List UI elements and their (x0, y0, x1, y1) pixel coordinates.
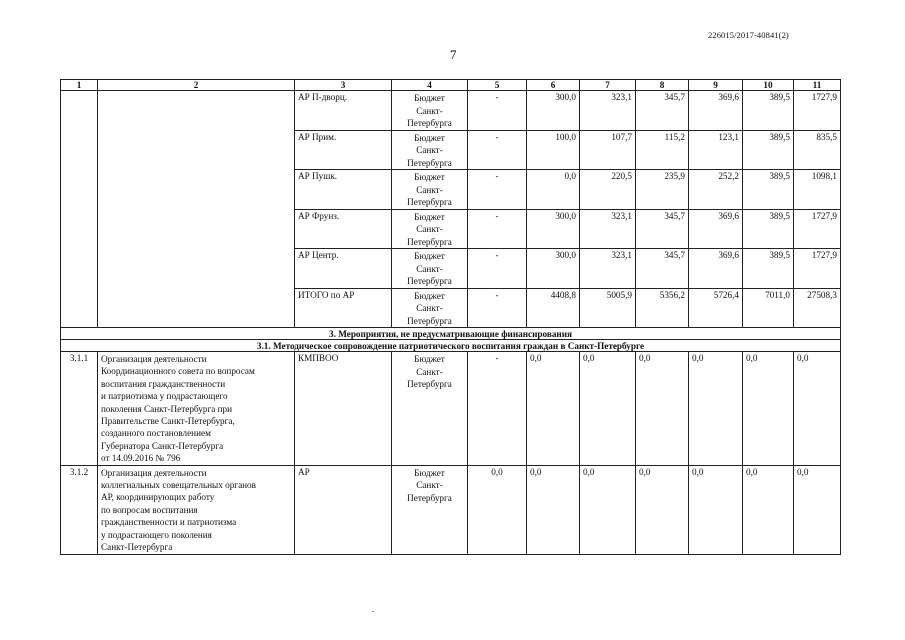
value-cell-c9: 0,0 (689, 465, 743, 554)
funding-source-cell-line: Петербурга (407, 236, 452, 247)
column-number-header: 9 (689, 80, 743, 91)
funding-source-cell-line: Петербурга (407, 492, 452, 503)
funding-source-cell-line: Бюджет (414, 93, 445, 103)
column-number-header-row (61, 80, 841, 91)
value-cell-c10: 0,0 (743, 352, 794, 466)
table-row (61, 91, 841, 131)
value-cell-c8: 5356,2 (636, 288, 689, 328)
value-cell-c10: 389,5 (743, 170, 794, 210)
funding-source-cell-line: Санкт- (416, 263, 443, 274)
item-description-cell-line: Санкт-Петербурга (101, 542, 173, 553)
column-number-header: 4 (392, 80, 468, 91)
value-cell-c6: 4408,8 (527, 288, 580, 328)
column-number-header: 10 (743, 80, 794, 91)
value-cell-c7: 220,5 (580, 170, 636, 210)
funding-source-cell (392, 465, 468, 554)
value-cell-c9: 0,0 (689, 352, 743, 466)
value-cell-c5: - (468, 170, 527, 210)
item-description-cell-line: коллегиальных совещательных органов (101, 480, 256, 491)
funding-source-cell-line: Санкт- (416, 105, 443, 116)
funding-source-cell (392, 352, 468, 466)
value-cell-c8: 345,7 (636, 209, 689, 249)
value-cell-c8: 345,7 (636, 91, 689, 131)
item-description-cell-line: Организация деятельности (101, 467, 207, 478)
value-cell-c6: 0,0 (527, 352, 580, 466)
value-cell-c8: 345,7 (636, 249, 689, 289)
funding-source-cell-line: Санкт- (416, 184, 443, 195)
item-number-cell (61, 91, 98, 328)
value-cell-c8: 0,0 (636, 352, 689, 466)
funding-source-cell-line: Петербурга (407, 276, 452, 286)
funding-source-cell (392, 91, 468, 131)
item-description-cell-line: у подрастающего поколения (101, 529, 212, 540)
column-number-header: 2 (98, 80, 295, 91)
value-cell-c8: 235,9 (636, 170, 689, 210)
funding-source-cell-line: Бюджет (414, 172, 445, 182)
value-cell-c9: 123,1 (689, 130, 743, 170)
funding-source-cell (392, 130, 468, 170)
subsection-heading: 3.1. Методическое сопровождение патриотического воспитания граждан в Санкт-Петербурге (61, 340, 841, 352)
value-cell-c10: 389,5 (743, 91, 794, 131)
value-cell-c9: 369,6 (689, 209, 743, 249)
page-number: 7 (450, 47, 457, 62)
funding-source-cell-line: Петербурга (407, 197, 452, 207)
item-description-cell-line: созданного постановлением (101, 428, 211, 439)
value-cell-c6: 300,0 (527, 209, 580, 249)
value-cell-c5: - (468, 352, 527, 466)
funding-source-cell-line: Санкт- (416, 145, 443, 155)
activity-row (61, 465, 841, 554)
executor-cell: ИТОГО по АР (295, 288, 392, 328)
value-cell-c11: 1727,9 (794, 209, 841, 249)
value-cell-c9: 5726,4 (689, 288, 743, 328)
section-heading-row (61, 328, 841, 340)
executor-cell: АР Центр. (295, 249, 392, 289)
value-cell-c5: - (468, 130, 527, 170)
value-cell-c5: - (468, 209, 527, 249)
value-cell-c10: 0,0 (743, 465, 794, 554)
executor-cell: АР Пушк. (295, 170, 392, 210)
value-cell-c6: 300,0 (527, 91, 580, 131)
funding-source-cell-line: Бюджет (414, 354, 445, 364)
item-number-cell: 3.1.1 (61, 352, 98, 466)
funding-source-cell-line: Санкт- (416, 480, 443, 491)
value-cell-c7: 0,0 (580, 352, 636, 466)
value-cell-c7: 323,1 (580, 209, 636, 249)
executor-cell: АР (295, 465, 392, 554)
column-number-header: 8 (636, 80, 689, 91)
funding-source-cell (392, 209, 468, 249)
item-description-cell-line: по вопросам воспитания (101, 504, 198, 515)
funding-source-cell-line: Петербурга (407, 157, 452, 168)
value-cell-c6: 100,0 (527, 130, 580, 170)
item-description-cell-line: от 14.09.2016 № 796 (101, 453, 181, 464)
funding-source-cell-line: Петербурга (407, 118, 452, 128)
value-cell-c11: 835,5 (794, 130, 841, 170)
section-heading: 3. Мероприятия, не предусматривающие финансирования (61, 328, 841, 340)
subsection-heading-row (61, 340, 841, 352)
value-cell-c5: - (468, 91, 527, 131)
value-cell-c9: 252,2 (689, 170, 743, 210)
executor-cell: АР Фрунз. (295, 209, 392, 249)
item-description-cell-line: Губернатора Санкт-Петербурга (101, 440, 224, 451)
item-number-cell: 3.1.2 (61, 465, 98, 554)
funding-source-cell-line: Бюджет (414, 467, 445, 478)
funding-source-cell-line: Петербурга (407, 379, 452, 389)
value-cell-c11: 1098,1 (794, 170, 841, 210)
column-number-header: 11 (794, 80, 841, 91)
value-cell-c11: 27508,3 (794, 288, 841, 328)
item-description-cell-line: и патриотизма у подрастающего (101, 391, 228, 402)
value-cell-c5: - (468, 288, 527, 328)
value-cell-c8: 0,0 (636, 465, 689, 554)
activity-row (61, 352, 841, 466)
column-number-header: 6 (527, 80, 580, 91)
item-description-cell-line: Правительстве Санкт-Петербурга, (101, 416, 235, 427)
item-description-cell-line: АР, координирующих работу (101, 492, 215, 503)
funding-source-cell (392, 170, 468, 210)
value-cell-c5: - (468, 249, 527, 289)
item-description-cell (98, 352, 295, 466)
item-description-cell-line: воспитания гражданственности (101, 378, 226, 389)
item-description-cell-line: Организация деятельности (101, 354, 207, 364)
item-description-cell (98, 91, 295, 328)
funding-source-cell-line: Санкт- (416, 366, 443, 377)
funding-source-cell-line: Бюджет (414, 132, 445, 143)
funding-source-cell-line: Бюджет (414, 290, 445, 301)
item-description-cell-line: Координационного совета по вопросам (101, 366, 255, 377)
column-number-header: 7 (580, 80, 636, 91)
value-cell-c9: 369,6 (689, 91, 743, 131)
value-cell-c6: 300,0 (527, 249, 580, 289)
executor-cell: АР П-дворц. (295, 91, 392, 131)
item-description-cell-line: гражданственности и патриотизма (101, 517, 237, 528)
value-cell-c7: 0,0 (580, 465, 636, 554)
funding-source-cell (392, 249, 468, 289)
value-cell-c10: 389,5 (743, 130, 794, 170)
funding-source-cell-line: Санкт- (416, 224, 443, 234)
value-cell-c11: 1727,9 (794, 249, 841, 289)
funding-source-cell (392, 288, 468, 328)
value-cell-c7: 107,7 (580, 130, 636, 170)
value-cell-c10: 389,5 (743, 249, 794, 289)
item-description-cell (98, 465, 295, 554)
value-cell-c7: 5005,9 (580, 288, 636, 328)
value-cell-c6: 0,0 (527, 170, 580, 210)
column-number-header: 3 (295, 80, 392, 91)
column-number-header: 1 (61, 80, 98, 91)
value-cell-c6: 0,0 (527, 465, 580, 554)
item-description-cell-line: поколения Санкт-Петербурга при (101, 403, 233, 414)
executor-cell: АР Прим. (295, 130, 392, 170)
document-registration-number: 226015/2017-40841(2) (708, 30, 789, 40)
funding-source-cell-line: Петербурга (407, 315, 452, 326)
value-cell-c9: 369,6 (689, 249, 743, 289)
value-cell-c11: 0,0 (794, 352, 841, 466)
value-cell-c7: 323,1 (580, 91, 636, 131)
scan-speck (372, 611, 374, 612)
value-cell-c8: 115,2 (636, 130, 689, 170)
value-cell-c11: 0,0 (794, 465, 841, 554)
column-number-header: 5 (468, 80, 527, 91)
funding-source-cell-line: Бюджет (414, 251, 445, 261)
program-activities-table (60, 79, 841, 555)
value-cell-c7: 323,1 (580, 249, 636, 289)
value-cell-c11: 1727,9 (794, 91, 841, 131)
value-cell-c10: 389,5 (743, 209, 794, 249)
value-cell-c10: 7011,0 (743, 288, 794, 328)
funding-source-cell-line: Бюджет (414, 211, 445, 222)
funding-source-cell-line: Санкт- (416, 303, 443, 313)
executor-cell: КМПВОО (295, 352, 392, 466)
value-cell-c5: 0,0 (468, 465, 527, 554)
